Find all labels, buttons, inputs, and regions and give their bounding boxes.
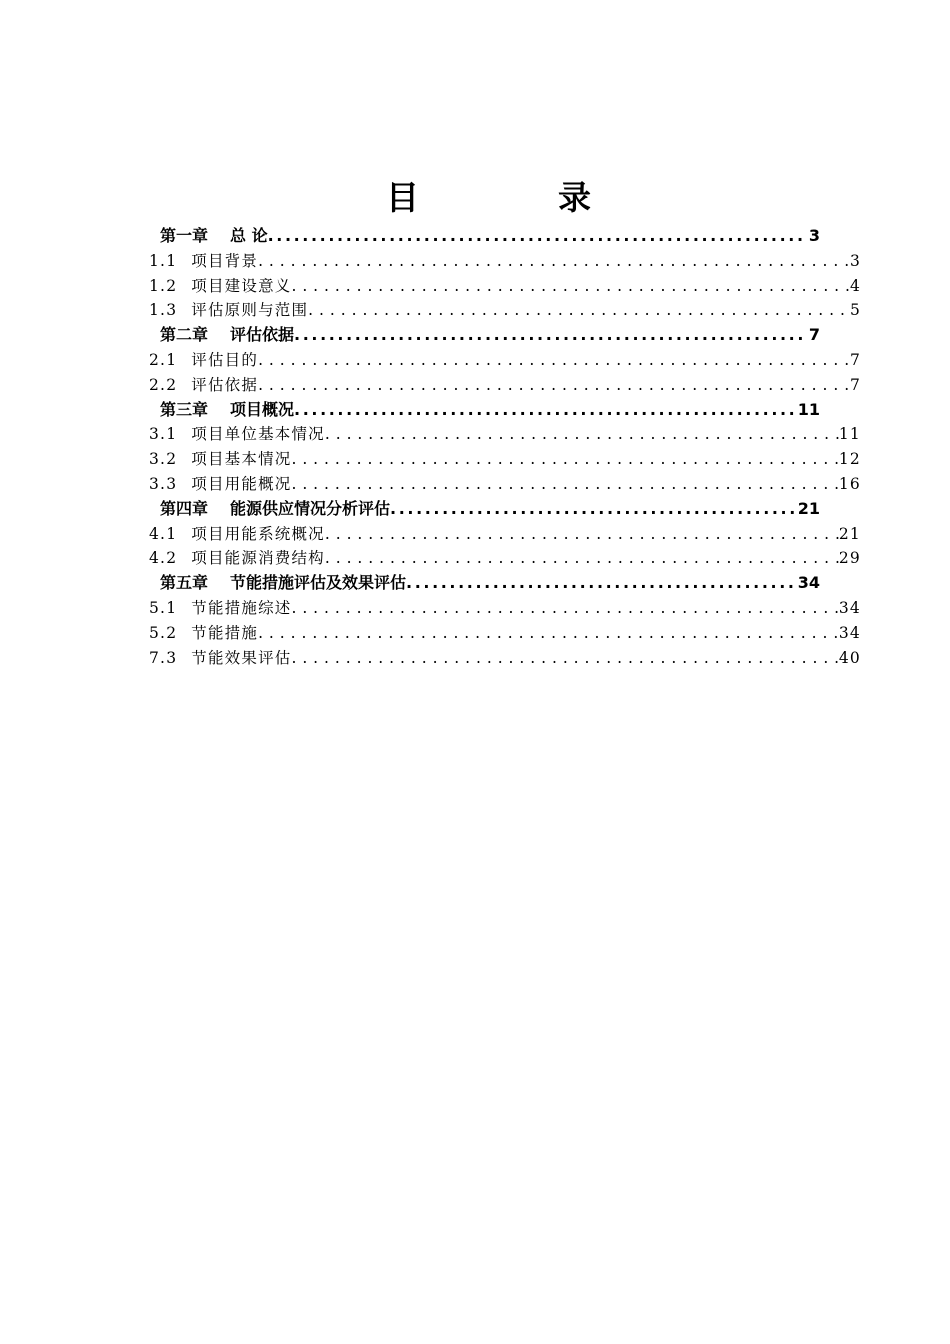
toc-entry-label [149,621,258,646]
toc-chapter-entry[interactable] [149,571,820,596]
toc-entry-title: 节能措施 [191,623,259,642]
toc-dot-leader [325,422,839,447]
toc-page-number: 7 [808,325,820,345]
toc-section-entry[interactable] [149,646,861,671]
toc-section-entry[interactable] [149,298,861,323]
toc-entry-title: 评估依据 [230,325,295,345]
toc-entry-title: 项目能源消费结构 [191,549,325,568]
toc-entry-title: 评估目的 [191,350,259,369]
toc-page-number: 29 [838,549,861,568]
toc-entry-title: 总 论 [230,226,268,245]
toc-section-entry[interactable] [149,472,861,497]
toc-page-number: 7 [849,350,861,369]
toc-dot-leader [258,373,850,398]
toc-section-entry[interactable] [149,373,861,398]
toc-entry-number: 1.1 [149,251,178,270]
toc-section-entry[interactable] [149,422,861,447]
toc-dot-leader [291,274,849,299]
toc-entry-label [160,398,294,423]
toc-entry-number: 第五章 [160,573,209,593]
toc-entry-title: 评估原则与范围 [191,301,309,320]
toc-entry-label [160,224,268,249]
toc-entry-label [160,497,390,522]
toc-entry-number: 1.3 [149,301,178,320]
toc-title [386,176,616,220]
toc-entry-label [149,596,291,621]
toc-entry-number: 第一章 [160,226,209,245]
toc-entry-title: 项目用能系统概况 [191,524,325,543]
toc-page-number: 34 [838,598,861,617]
toc-entry-number: 7.3 [149,648,178,667]
toc-section-entry[interactable] [149,522,861,547]
toc-dot-leader [294,323,807,348]
toc-entry-number: 4.2 [149,549,178,568]
toc-entry-number: 3.2 [149,450,178,469]
toc-entry-label [149,522,325,547]
toc-entry-label [149,422,325,447]
toc-entry-label [149,274,291,299]
table-of-contents [149,224,861,670]
toc-entry-label [149,373,258,398]
toc-entry-label [149,447,291,472]
toc-section-entry[interactable] [149,249,861,274]
toc-page-number: 5 [849,301,861,320]
toc-title-char-2: 录 [558,178,591,217]
toc-dot-leader [308,298,850,323]
toc-entry-label [149,546,325,571]
toc-page-number: 3 [808,226,820,245]
toc-entry-title: 节能措施评估及效果评估 [230,573,407,593]
toc-entry-number: 2.2 [149,375,178,394]
toc-entry-title: 项目基本情况 [191,450,292,469]
toc-entry-number: 1.2 [149,276,178,295]
toc-page-number: 34 [797,573,820,593]
toc-entry-label [149,472,291,497]
toc-entry-label [149,646,291,671]
toc-section-entry[interactable] [149,348,861,373]
toc-page-number: 11 [797,399,820,419]
toc-section-entry[interactable] [149,447,861,472]
toc-entry-number: 3.3 [149,474,178,493]
toc-entry-label [149,249,258,274]
toc-page-number: 34 [838,623,861,642]
toc-dot-leader [325,522,839,547]
toc-entry-number: 5.1 [149,598,178,617]
toc-page-number: 16 [838,474,861,493]
toc-section-entry[interactable] [149,274,861,299]
toc-page-number: 12 [838,450,861,469]
toc-entry-title: 项目概况 [230,399,295,419]
toc-entry-label [149,298,308,323]
toc-dot-leader [294,398,796,423]
toc-entry-number: 第二章 [160,325,209,345]
toc-page-number: 4 [849,276,861,295]
toc-entry-title: 项目单位基本情况 [191,425,325,444]
toc-entry-title: 能源供应情况分析评估 [230,498,391,518]
toc-dot-leader [268,224,807,249]
toc-entry-title: 项目背景 [191,251,259,270]
toc-page-number: 40 [838,648,861,667]
toc-entry-number: 4.1 [149,524,178,543]
toc-entry-number: 5.2 [149,623,178,642]
toc-entry-title: 评估依据 [191,375,259,394]
toc-entry-label [160,571,406,596]
toc-entry-title: 项目用能概况 [191,474,292,493]
toc-chapter-entry[interactable] [149,398,820,423]
toc-dot-leader [258,621,839,646]
toc-chapter-entry[interactable] [149,323,820,348]
toc-dot-leader [291,447,838,472]
toc-page-number: 7 [849,375,861,394]
toc-dot-leader [325,546,839,571]
toc-dot-leader [291,596,838,621]
toc-entry-label [160,323,294,348]
toc-section-entry[interactable] [149,621,861,646]
toc-entry-number: 第四章 [160,498,209,518]
toc-entry-number: 2.1 [149,350,178,369]
toc-entry-title: 节能措施综述 [191,598,292,617]
toc-dot-leader [291,646,838,671]
toc-entry-number: 第三章 [160,399,209,419]
toc-entry-title: 项目建设意义 [191,276,292,295]
toc-entry-title: 节能效果评估 [191,648,292,667]
toc-dot-leader [258,348,850,373]
toc-section-entry[interactable] [149,596,861,621]
toc-entry-label [149,348,258,373]
toc-chapter-entry[interactable] [149,224,820,249]
toc-title-char-1: 目 [386,178,419,217]
toc-page-number: 21 [797,498,820,518]
toc-page-number: 11 [838,425,861,444]
toc-dot-leader [390,497,796,522]
toc-section-entry[interactable] [149,546,861,571]
toc-page-number: 21 [838,524,861,543]
toc-dot-leader [406,571,796,596]
toc-dot-leader [258,249,850,274]
toc-page-number: 3 [849,251,861,270]
toc-chapter-entry[interactable] [149,497,820,522]
toc-dot-leader [291,472,838,497]
toc-entry-number: 3.1 [149,425,178,444]
